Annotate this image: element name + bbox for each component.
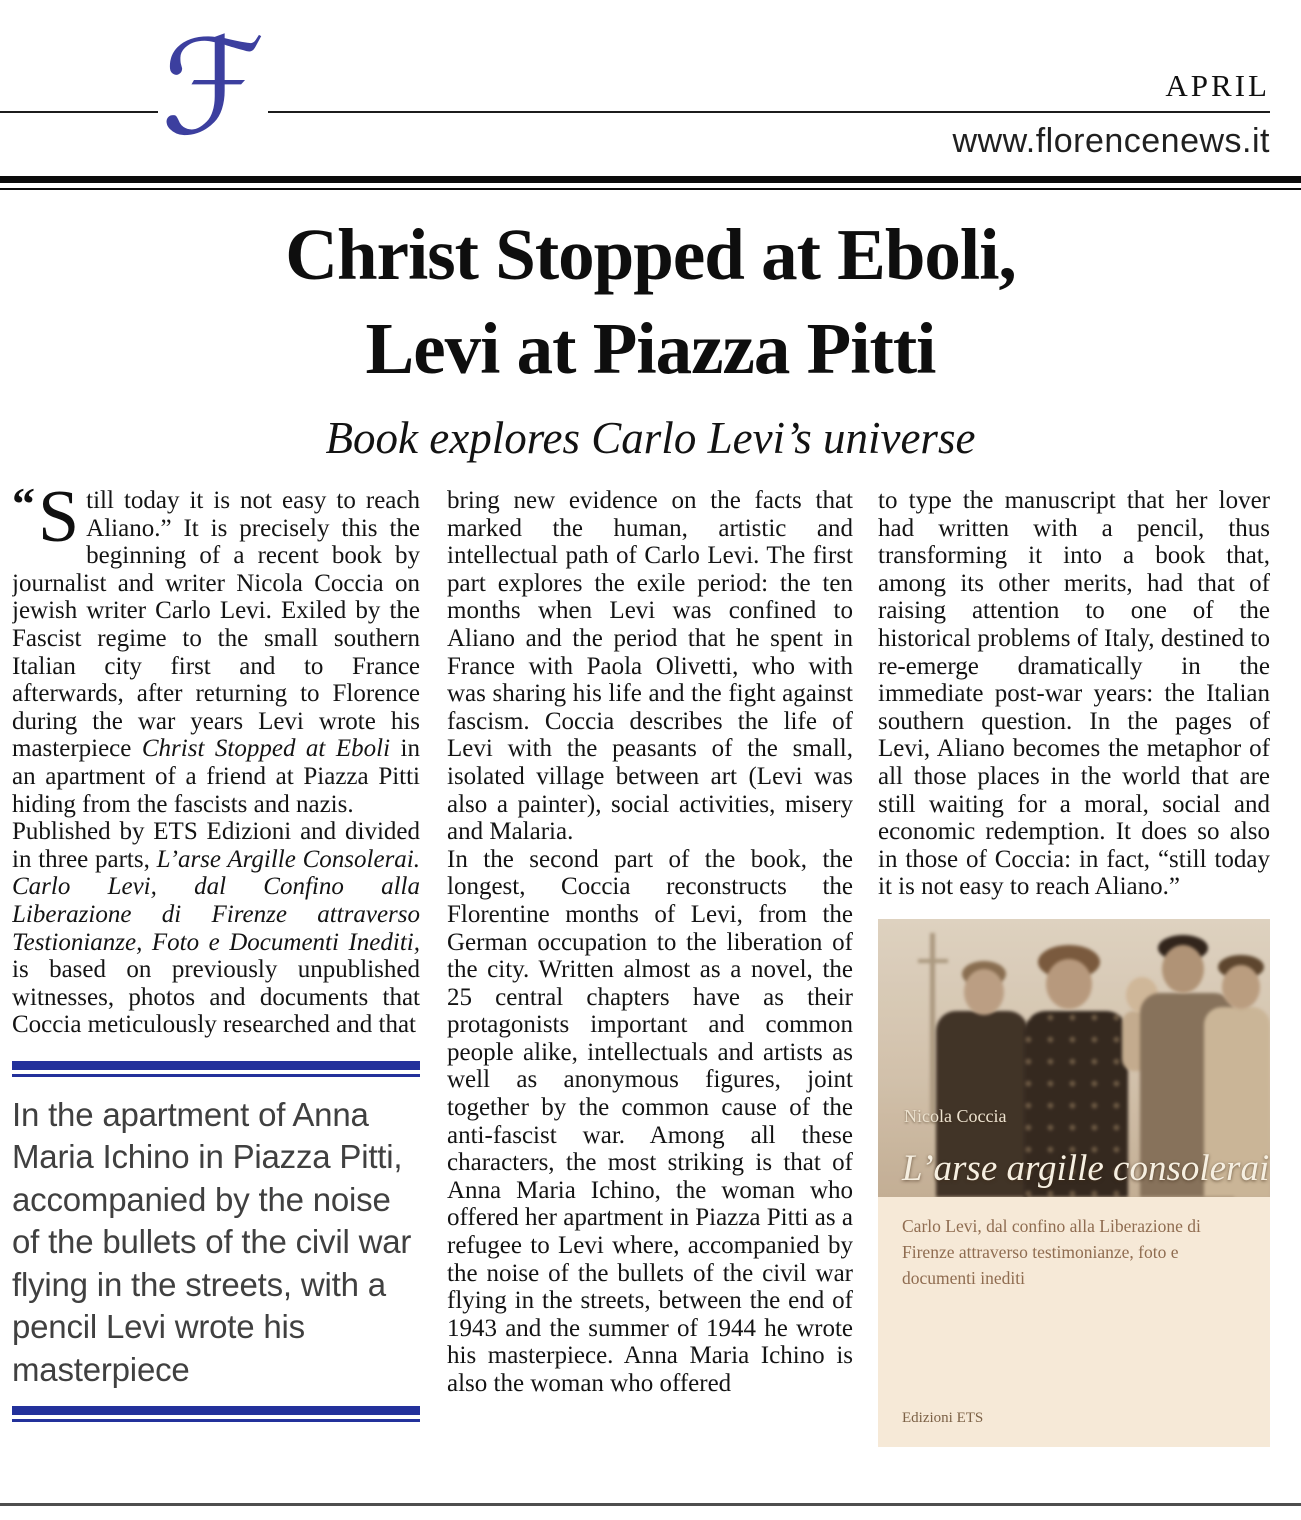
paragraph [12, 487, 420, 818]
body-text-run: is based on previously unpublished witnesses, photos and documents that Coccia meticulously researched and that [12, 956, 420, 1039]
pull-quote-bottom-line [12, 1419, 420, 1422]
body-text-run: till today it is not easy to reach Aliano.” It is precisely this the beginning of a recent book by journalist and writer Nicola Coccia on jewish writer Carlo Levi. Exiled by the Fascist regime to the small southern Italian city first and to France afterwards, after returning to Florence during the war years Levi wrote his masterpiece [12, 487, 420, 763]
drop-cap: S [38, 487, 80, 558]
book-cover [878, 919, 1270, 1447]
page-bottom-rule [0, 1503, 1301, 1506]
cover-publisher: Edizioni ETS [902, 1410, 984, 1427]
pull-quote-bottom-bar [12, 1406, 420, 1415]
logo-script-f-icon: ℱ [161, 11, 265, 165]
issue-month: APRIL [1165, 68, 1270, 103]
cover-subtitle: Carlo Levi, dal confino alla Liberazione di Firenze attraverso testimonianze, foto e documenti inediti [902, 1215, 1201, 1288]
headline-line-2: Levi at Piazza Pitti [365, 308, 936, 389]
headline-line-1: Christ Stopped at Eboli, [285, 214, 1016, 295]
cover-title: L’arse argille consolerai [902, 1148, 1270, 1190]
paragraph [12, 818, 420, 1039]
paragraph: bring new evidence on the facts that marked the human, artistic and intellectual path of Carlo Levi. The first part explores the exile period: the ten months when Levi was confined to Aliano and the period that he spent in France with Paola Olivetti, who with was sharing his life and the fight against fascism. Coccia describes the life of Levi with the peasants of the small, isolated village between art (Levi was also a painter), social activities, misery and Malaria. [447, 487, 853, 846]
column-3 [878, 487, 1270, 1503]
article-headline [0, 208, 1301, 396]
book-cover-lower-panel [878, 1197, 1270, 1447]
website-url: www.florencenews.it [952, 122, 1270, 160]
masthead-rule-left [0, 111, 160, 113]
cover-author: Nicola Coccia [904, 1106, 1007, 1127]
pull-quote [12, 1061, 420, 1423]
body-text-run: Published by ETS Edizioni and divided in three parts, [12, 818, 420, 873]
paragraph: to type the manuscript that her lover had written with a pencil, thus transforming it into a book that, among its other merits, had that of raising attention to one of the historical problems of Italy, destined to re-emerge dramatically in the immediate post-war years: the Italian southern question. In the pages of Levi, Aliano becomes the metaphor of all those places in the world that are still waiting for a moral, social and economic redemption. It does so also in those of Coccia: in fact, “still today it is not easy to reach Aliano.” [878, 487, 1270, 901]
open-quote-mark: “ [12, 487, 35, 529]
body-text-run: in an apartment of a friend at Piazza Pitti hiding from the fascists and nazis. [12, 735, 420, 818]
book-title-inline: L’arse Argille Consolerai. Carlo Levi, dal Confino alla Liberazione di Firenze attraverso Testionianze, Foto e Documenti Inediti, [12, 845, 421, 956]
book-cover-photo [878, 919, 1270, 1197]
column-2 [447, 487, 853, 1503]
masthead-divider-thin [0, 188, 1301, 190]
pull-quote-top-bar [12, 1061, 420, 1070]
paragraph: In the second part of the book, the longest, Coccia reconstructs the Florentine months of Levi, from the German occupation to the liberation of the city. Written almost as a novel, the 25 central chapters have as their protagonists important and common people alike, intellectuals and artists as well as anonymous figures, joint together by the common cause of the anti-fascist war. Among all these characters, the most striking is that of Anna Maria Ichino, the woman who offered her apartment in Piazza Pitti as a refugee to Levi where, accompanied by the noise of the bullets of the civil war flying in the streets, between the end of 1943 and the summer of 1944 he wrote his masterpiece. Anna Maria Ichino is also the woman who offered [447, 845, 853, 1397]
florence-news-logo [158, 11, 268, 168]
masthead-rule-right [262, 111, 1270, 113]
book-title-inline: Christ Stopped at Eboli [141, 735, 391, 763]
article-body [12, 487, 1270, 1503]
headline-block [0, 208, 1301, 464]
pull-quote-top-line [12, 1074, 420, 1077]
column-1 [12, 487, 420, 1503]
masthead-divider-thick [0, 176, 1301, 183]
pull-quote-text: In the apartment of Anna Maria Ichino in Piazza Pitti, accompanied by the noise of the bullets of the civil war flying in the streets, with a pencil Levi wrote his masterpiece [12, 1095, 412, 1388]
article-subtitle: Book explores Carlo Levi’s universe [325, 413, 976, 463]
